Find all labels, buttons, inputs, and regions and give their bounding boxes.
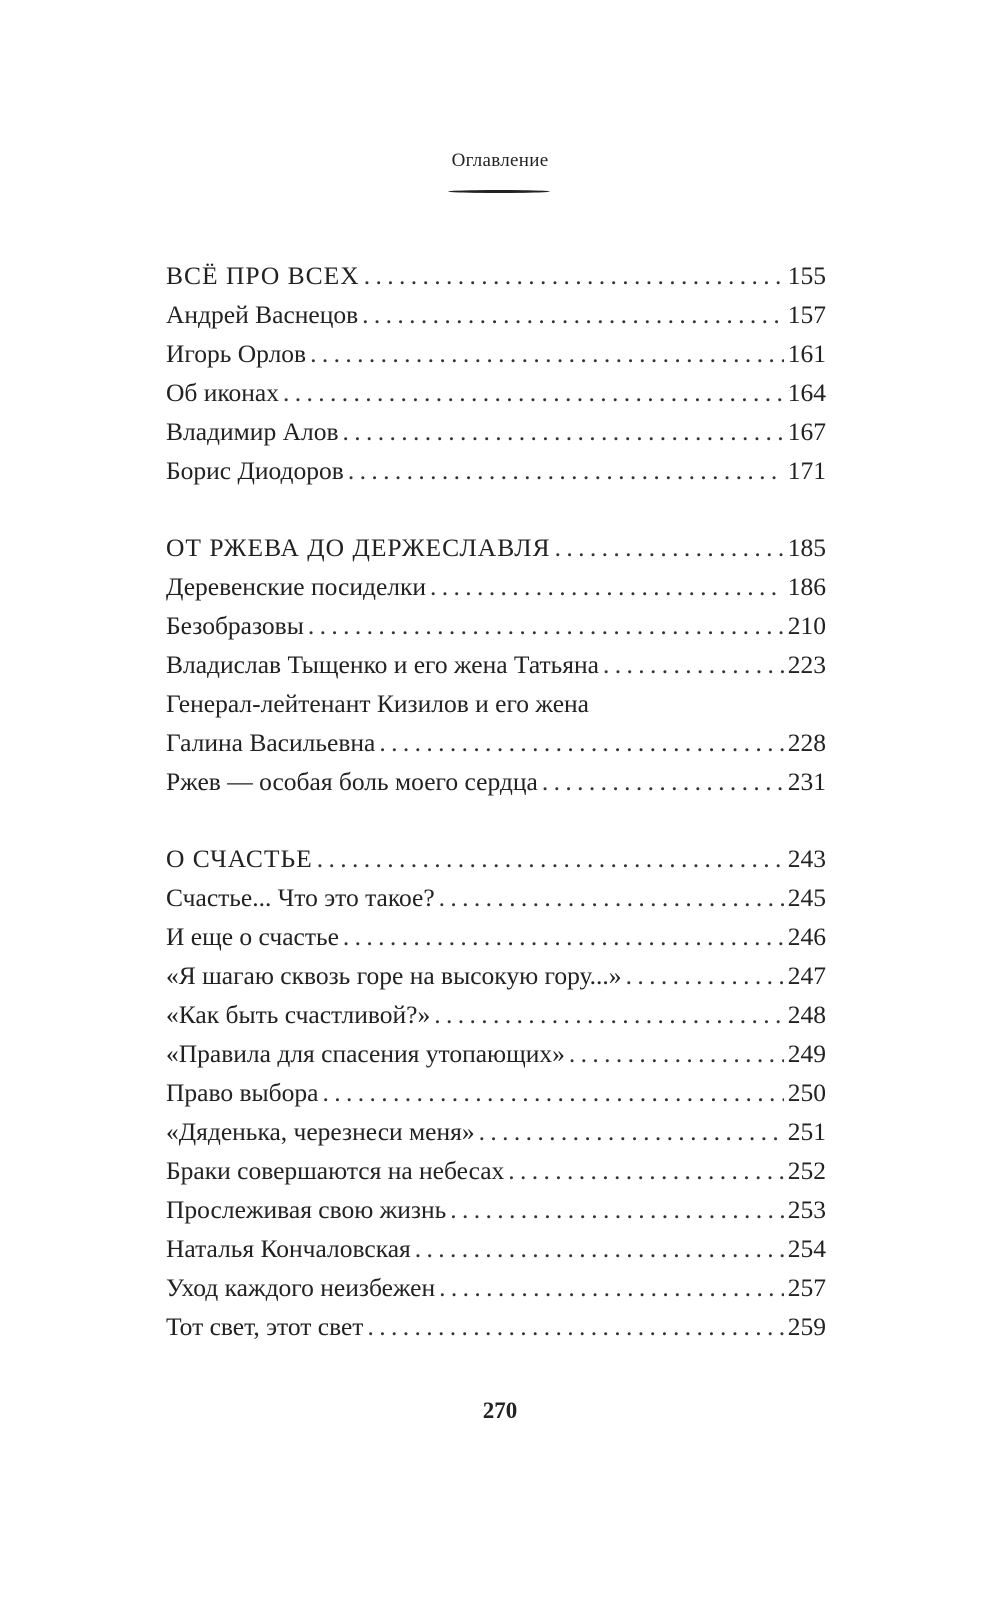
dot-leader [415,1229,784,1268]
entry-title: Борис Диодоров [166,456,344,485]
page-number: 270 [482,1398,518,1423]
entry-page-number: 246 [787,922,826,951]
toc-entry[interactable] [166,373,826,412]
dot-leader [439,1268,784,1307]
entry-page-number: 259 [787,1312,826,1341]
toc-section [166,256,826,490]
entry-title: Галина Васильевна [166,728,376,757]
toc-entry[interactable] [166,995,826,1034]
dot-leader [367,1307,783,1346]
entry-page-number: 250 [787,1078,826,1107]
toc-entry[interactable] [166,684,826,723]
entry-page-number: 171 [787,456,826,485]
heading-divider [448,190,550,193]
entry-page-number: 245 [787,883,826,912]
entry-title: Деревенские посиделки [166,572,427,601]
toc-section [166,528,826,801]
dot-leader [434,995,784,1034]
toc-entry[interactable] [166,1307,826,1346]
toc-entry[interactable] [166,1112,826,1151]
toc-entry[interactable] [166,412,826,451]
entry-title: Наталья Кончаловская [166,1234,411,1263]
toc-section-heading[interactable] [166,839,826,878]
entry-title: Генерал-лейтенант Кизилов и его жена [166,689,589,718]
dot-leader [322,1073,783,1112]
toc-entry[interactable] [166,762,826,801]
dot-leader [542,762,784,801]
entry-title: Право выбора [166,1078,319,1107]
entry-title: Об иконах [166,378,279,407]
entry-title: «Правила для спасения утопающих» [166,1039,565,1068]
toc-entry[interactable] [166,334,826,373]
entry-title: Владимир Алов [166,417,339,446]
entry-title: Владислав Тыщенко и его жена Татьяна [166,650,600,679]
entry-page-number: 243 [787,844,826,873]
dot-leader [308,606,784,645]
dot-leader [283,373,784,412]
entry-title: И еще о счастье [166,922,339,951]
toc-entry[interactable] [166,1190,826,1229]
dot-leader [310,334,784,373]
dot-leader [364,256,784,295]
dot-leader [555,528,784,567]
dot-leader [362,295,784,334]
dot-leader [379,723,783,762]
entry-page-number: 231 [787,767,826,796]
entry-page-number: 164 [787,378,826,407]
toc-entry[interactable] [166,1151,826,1190]
dot-leader [343,917,784,956]
dot-leader [439,878,784,917]
toc-entry[interactable] [166,956,826,995]
entry-page-number: 161 [787,339,826,368]
entry-title: Андрей Васнецов [166,300,359,329]
entry-title: «Дяденька, черезнеси меня» [166,1117,475,1146]
entry-page-number: 249 [787,1039,826,1068]
entry-title: «Как быть счастливой?» [166,1000,431,1029]
dot-leader [450,1190,783,1229]
dot-leader [508,1151,783,1190]
page-heading: Оглавление [451,150,549,171]
toc-entry[interactable] [166,878,826,917]
dot-leader [343,412,784,451]
toc-entry[interactable] [166,567,826,606]
entry-page-number: 155 [787,261,826,290]
entry-title: Ржев — особая боль моего сердца [166,767,538,796]
entry-title: ОТ РЖЕВА ДО ДЕРЖЕСЛАВЛЯ [166,533,551,562]
entry-title: Тот свет, этот свет [166,1312,364,1341]
entry-page-number: 253 [787,1195,826,1224]
entry-title: О СЧАСТЬЕ [166,844,313,873]
entry-title: «Я шагаю сквозь горе на высокую гору...» [166,961,622,990]
entry-page-number: 186 [787,572,826,601]
entry-title: Прослеживая свою жизнь [166,1195,447,1224]
dot-leader [603,645,784,684]
entry-page-number: 228 [787,728,826,757]
entry-page-number: 185 [787,533,826,562]
toc-entry[interactable] [166,606,826,645]
entry-page-number: 254 [787,1234,826,1263]
entry-title: ВСЁ ПРО ВСЕХ [166,261,360,290]
toc-entry[interactable] [166,1034,826,1073]
dot-leader [348,451,784,490]
toc-entry[interactable] [166,1229,826,1268]
entry-page-number: 157 [787,300,826,329]
entry-page-number: 251 [787,1117,826,1146]
entry-title: Браки совершаются на небесах [166,1156,505,1185]
entry-page-number: 252 [787,1156,826,1185]
toc-section-heading[interactable] [166,528,826,567]
toc-entry[interactable] [166,1268,826,1307]
toc-entry[interactable] [166,917,826,956]
entry-page-number: 167 [787,417,826,446]
toc-entry[interactable] [166,723,826,762]
entry-title: Игорь Орлов [166,339,307,368]
dot-leader [569,1034,784,1073]
entry-page-number: 257 [787,1273,826,1302]
table-of-contents [166,256,826,1384]
toc-section [166,839,826,1346]
entry-page-number: 247 [787,961,826,990]
dot-leader [317,839,784,878]
entry-title: Счастье... Что это такое? [166,883,435,912]
toc-section-heading[interactable] [166,256,826,295]
entry-page-number: 248 [787,1000,826,1029]
dot-leader [479,1112,784,1151]
toc-entry[interactable] [166,451,826,490]
toc-entry[interactable] [166,295,826,334]
entry-page-number: 210 [787,611,826,640]
dot-leader [626,956,784,995]
entry-title: Уход каждого неизбежен [166,1273,436,1302]
toc-entry[interactable] [166,1073,826,1112]
entry-title: Безобразовы [166,611,304,640]
dot-leader [430,567,784,606]
entry-page-number: 223 [787,650,826,679]
toc-entry[interactable] [166,645,826,684]
